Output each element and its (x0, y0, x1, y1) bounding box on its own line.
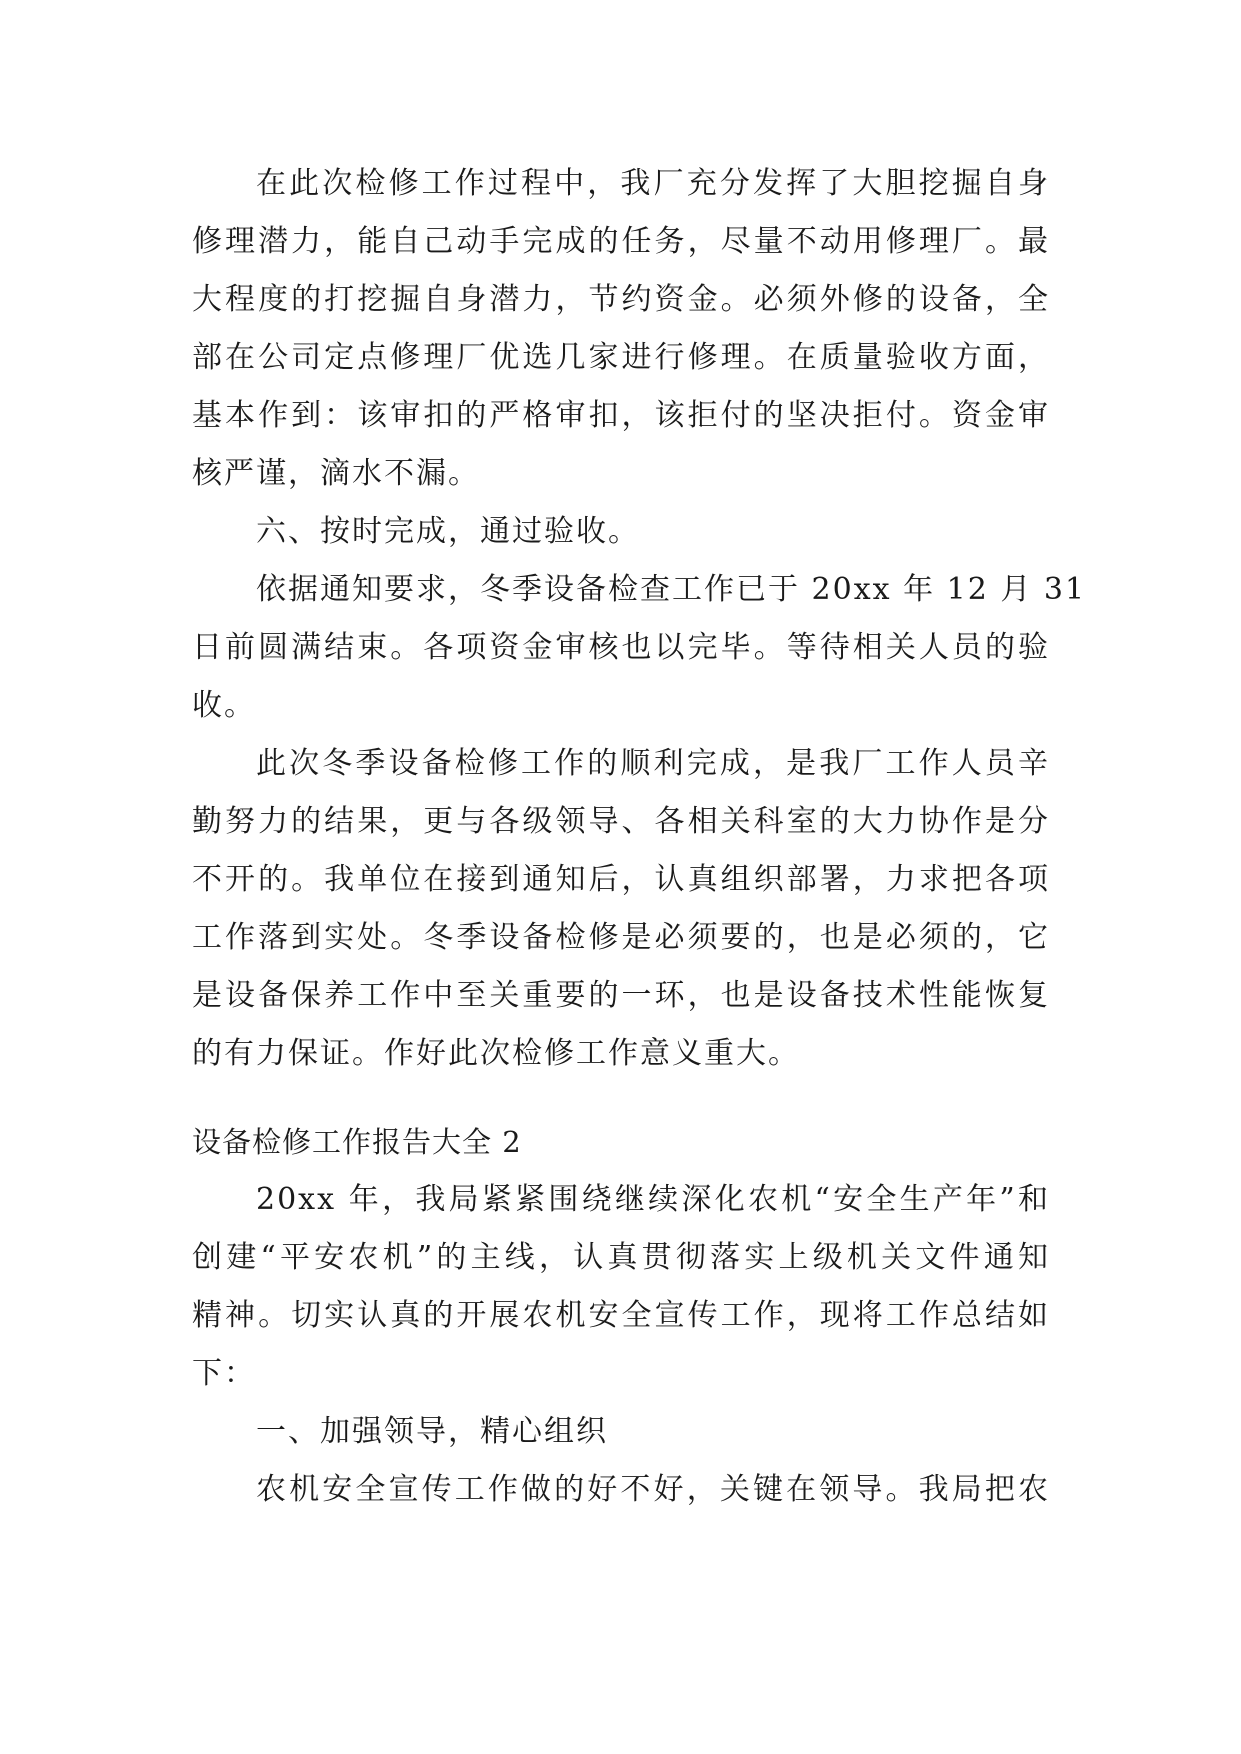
paragraph (192, 1461, 1050, 1519)
text-line: 不开的。我单位在接到通知后，认真组织部署，力求把各项 (192, 862, 1050, 897)
text-line: 此次冬季设备检修工作的顺利完成，是我厂工作人员辛 (256, 746, 1050, 781)
text-line: 在此次检修工作过程中，我厂充分发挥了大胆挖掘自身 (256, 166, 1050, 201)
text-line: 农机安全宣传工作做的好不好，关键在领导。我局把农 (256, 1472, 1050, 1507)
paragraph (192, 1403, 1050, 1461)
text-line: 的有力保证。作好此次检修工作意义重大。 (192, 1036, 800, 1071)
text-line: 大程度的打挖掘自身潜力，节约资金。必须外修的设备，全 (192, 282, 1050, 317)
text-line: 是设备保养工作中至关重要的一环，也是设备技术性能恢复 (192, 978, 1050, 1013)
text-line: 收。 (192, 688, 256, 723)
paragraph (192, 503, 1050, 561)
section-gap (192, 1083, 1050, 1113)
text-line: 核严谨，滴水不漏。 (192, 456, 480, 491)
text-line: 修理潜力，能自己动手完成的任务，尽量不动用修理厂。最 (192, 224, 1050, 259)
paragraph (192, 561, 1087, 735)
text-line: 精神。切实认真的开展农机安全宣传工作，现将工作总结如 (192, 1298, 1050, 1333)
paragraph (192, 735, 1050, 1083)
section-title: 设备检修工作报告大全 2 (192, 1125, 522, 1159)
text-line: 下： (192, 1356, 256, 1391)
document-page (192, 155, 1087, 1519)
text-line: 勤努力的结果，更与各级领导、各相关科室的大力协作是分 (192, 804, 1050, 839)
subheading-line: 六、按时完成，通过验收。 (256, 514, 640, 549)
text-line: 工作落到实处。冬季设备检修是必须要的，也是必须的，它 (192, 920, 1050, 955)
text-line: 创建“平安农机”的主线，认真贯彻落实上级机关文件通知 (192, 1240, 1050, 1275)
text-line: 依据通知要求，冬季设备检查工作已于 20xx 年 12 月 31 (256, 572, 1087, 607)
subheading-line: 一、加强领导，精心组织 (256, 1414, 608, 1449)
text-line: 部在公司定点修理厂优选几家进行修理。在质量验收方面， (192, 340, 1050, 375)
text-line: 日前圆满结束。各项资金审核也以完毕。等待相关人员的验 (192, 630, 1050, 665)
text-line: 20xx 年，我局紧紧围绕继续深化农机“安全生产年”和 (256, 1182, 1050, 1217)
text-line: 基本作到：该审扣的严格审扣，该拒付的坚决拒付。资金审 (192, 398, 1050, 433)
paragraph (192, 155, 1050, 503)
paragraph (192, 1171, 1050, 1403)
